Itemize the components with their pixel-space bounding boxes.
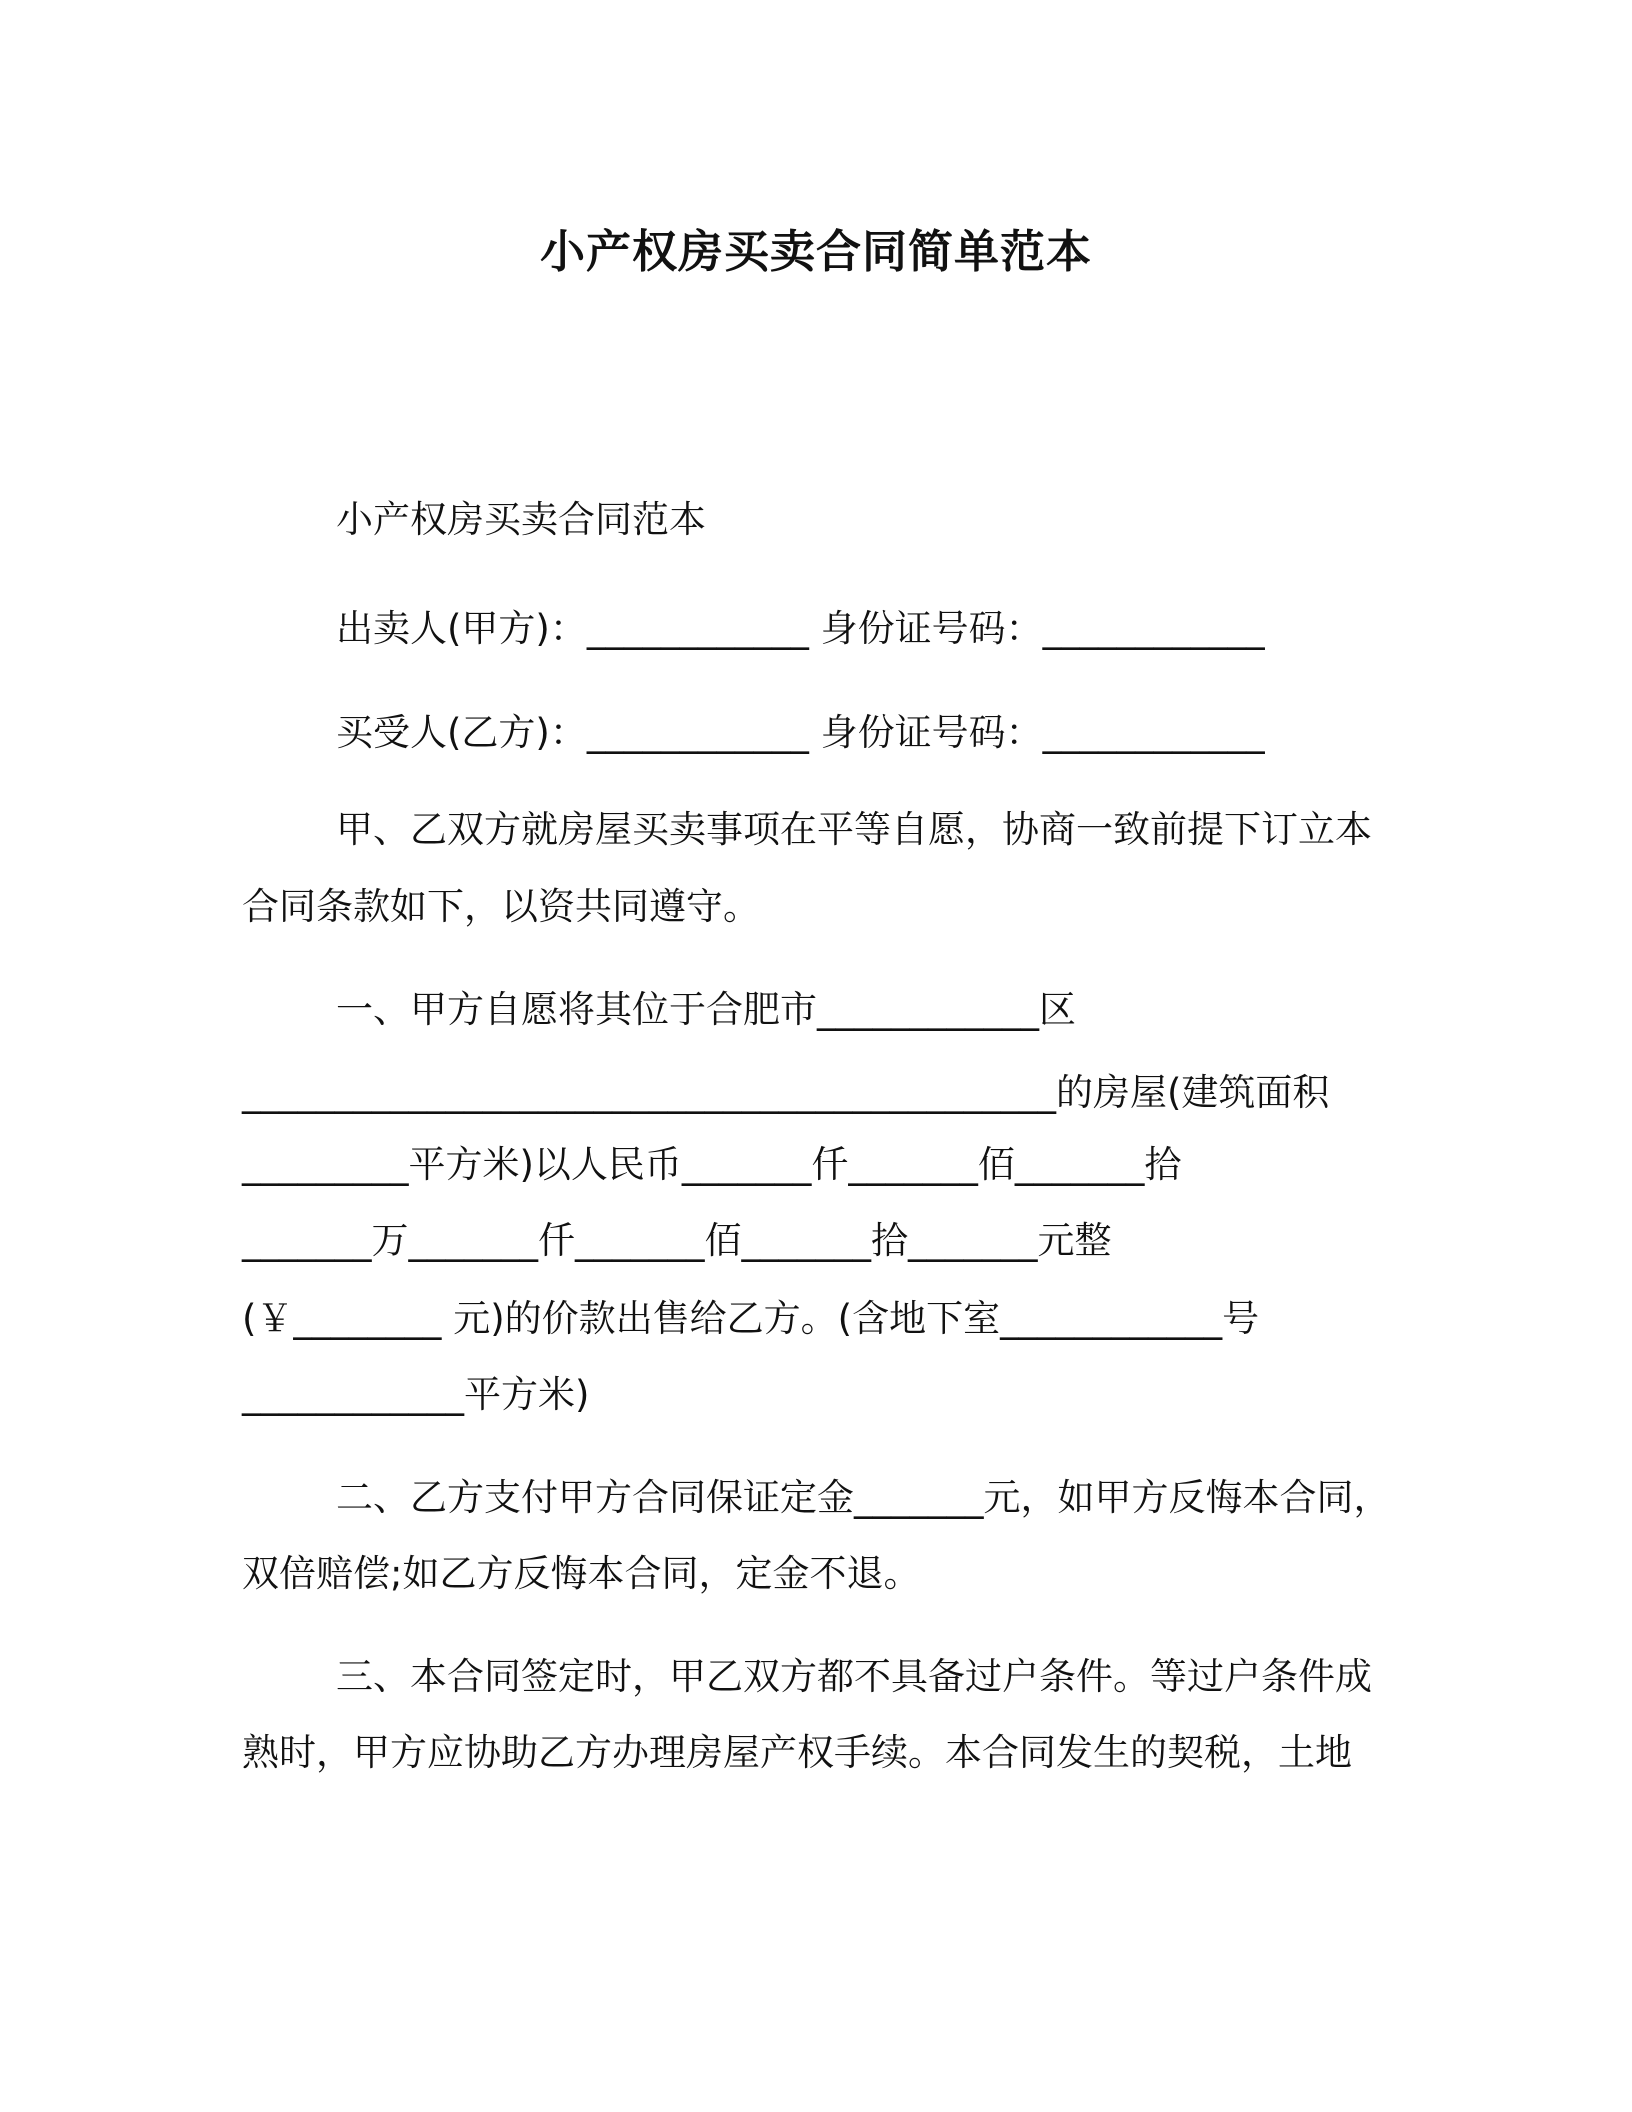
seller-line: 出卖人(甲方)：____________ 身份证号码：____________ bbox=[336, 607, 1265, 650]
clause-3-line-2: 熟时，甲方应协助乙方办理房屋产权手续。本合同发生的契税，土地 bbox=[242, 1731, 1352, 1774]
clause-1-line-3: _________平方米)以人民币_______仟_______佰_______拾 bbox=[242, 1143, 1182, 1186]
clause-1-line-6: ____________平方米) bbox=[242, 1373, 590, 1416]
clause-1-line-2: ____________________________________________的房屋(建筑面积 bbox=[242, 1071, 1330, 1114]
clause-3-line-1: 三、本合同签定时，甲乙双方都不具备过户条件。等过户条件成 bbox=[336, 1655, 1372, 1698]
preamble-line-1: 甲、乙双方就房屋买卖事项在平等自愿，协商一致前提下订立本 bbox=[336, 808, 1372, 851]
clause-1-line-4: _______万_______仟_______佰_______拾_______元整 bbox=[242, 1219, 1112, 1262]
subtitle-line: 小产权房买卖合同范本 bbox=[336, 498, 706, 541]
preamble-line-2: 合同条款如下，以资共同遵守。 bbox=[242, 885, 760, 928]
buyer-line: 买受人(乙方)：____________ 身份证号码：____________ bbox=[336, 711, 1265, 754]
clause-1-line-5: (￥________ 元)的价款出售给乙方。(含地下室____________号 bbox=[242, 1297, 1260, 1340]
document-title: 小产权房买卖合同简单范本 bbox=[539, 225, 1092, 278]
clause-2-line-2: 双倍赔偿;如乙方反悔本合同，定金不退。 bbox=[242, 1552, 921, 1595]
clause-2-line-1: 二、乙方支付甲方合同保证定金_______元，如甲方反悔本合同， bbox=[336, 1476, 1391, 1519]
clause-1-line-1: 一、甲方自愿将其位于合肥市____________区 bbox=[336, 988, 1076, 1031]
